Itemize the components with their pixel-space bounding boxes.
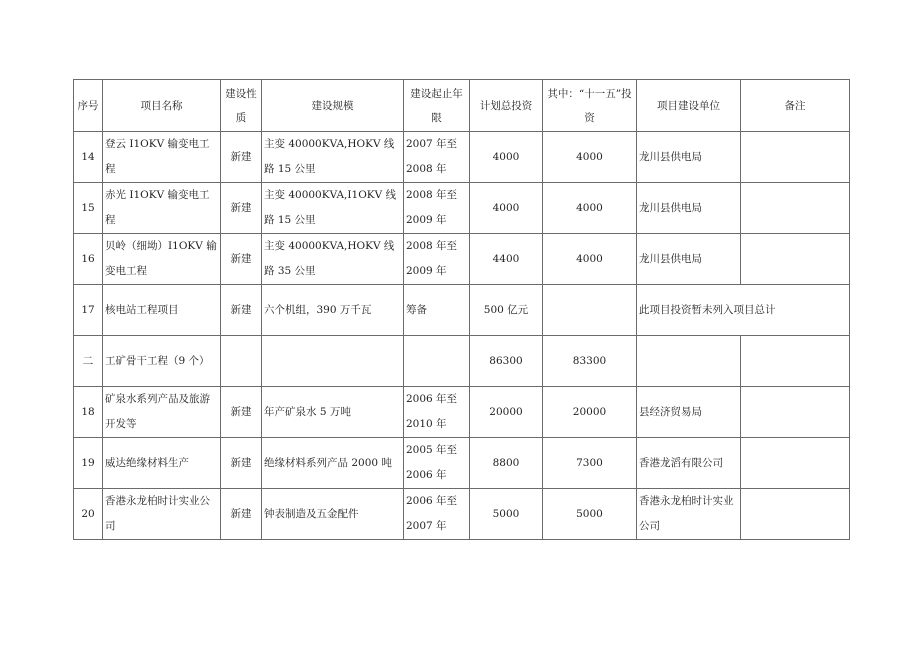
cell-scale: 主变 40000KVA,I1OKV 线路 15 公里: [262, 183, 404, 234]
header-seq: 序号: [74, 80, 103, 132]
table-row: [74, 132, 850, 183]
cell-fyp: 5000: [543, 489, 637, 540]
cell-plan: 86300: [470, 336, 543, 387]
cell-note: [741, 234, 850, 285]
cell-name: 赤光 I1OKV 输变电工程: [103, 183, 221, 234]
cell-note: [741, 132, 850, 183]
cell-fyp: 4000: [543, 183, 637, 234]
cell-period: 2008 年至 2009 年: [404, 183, 470, 234]
cell-nature: 新建: [221, 387, 262, 438]
cell-nature: 新建: [221, 234, 262, 285]
cell-fyp: [543, 285, 637, 336]
cell-fyp: 20000: [543, 387, 637, 438]
cell-plan: 4400: [470, 234, 543, 285]
cell-unit: 龙川县供电局: [637, 132, 741, 183]
cell-nature: 新建: [221, 489, 262, 540]
table-row: [74, 285, 850, 336]
cell-scale: 主变 40000KVA,HOKV 线路 15 公里: [262, 132, 404, 183]
cell-period: 2008 年至 2009 年: [404, 234, 470, 285]
cell-plan: 4000: [470, 132, 543, 183]
header-name: 项目名称: [103, 80, 221, 132]
header-period: 建设起止年限: [404, 80, 470, 132]
cell-plan: 5000: [470, 489, 543, 540]
cell-seq: 14: [74, 132, 103, 183]
table-row: [74, 234, 850, 285]
cell-seq: 17: [74, 285, 103, 336]
cell-unit: 香港龙滔有限公司: [637, 438, 741, 489]
cell-period: 2006 年至 2007 年: [404, 489, 470, 540]
header-unit: 项目建设单位: [637, 80, 741, 132]
cell-scale: 主变 40000KVA,HOKV 线路 35 公里: [262, 234, 404, 285]
cell-scale: 钟表制造及五金配件: [262, 489, 404, 540]
cell-name: 登云 I1OKV 输变电工程: [103, 132, 221, 183]
cell-note: [741, 183, 850, 234]
cell-note: [741, 336, 850, 387]
cell-fyp: 7300: [543, 438, 637, 489]
cell-period: 2005 年至 2006 年: [404, 438, 470, 489]
cell-note: [741, 489, 850, 540]
header-scale: 建设规模: [262, 80, 404, 132]
cell-name: 贝岭（细坳）I1OKV 输变电工程: [103, 234, 221, 285]
cell-period: [404, 336, 470, 387]
cell-plan: 500 亿元: [470, 285, 543, 336]
header-note: 备注: [741, 80, 850, 132]
cell-nature: 新建: [221, 285, 262, 336]
cell-seq: 19: [74, 438, 103, 489]
cell-nature: 新建: [221, 438, 262, 489]
cell-name: 香港永龙柏时计实业公司: [103, 489, 221, 540]
cell-name: 核电站工程项目: [103, 285, 221, 336]
cell-period: 筹备: [404, 285, 470, 336]
cell-seq: 20: [74, 489, 103, 540]
table-row: [74, 438, 850, 489]
cell-unit: 龙川县供电局: [637, 183, 741, 234]
header-row: [74, 80, 850, 132]
cell-seq: 15: [74, 183, 103, 234]
cell-fyp: 4000: [543, 234, 637, 285]
cell-unit: 县经济贸易局: [637, 387, 741, 438]
cell-scale: 绝缘材料系列产品 2000 吨: [262, 438, 404, 489]
cell-fyp: 4000: [543, 132, 637, 183]
cell-plan: 8800: [470, 438, 543, 489]
table-row: [74, 387, 850, 438]
header-plan: 计划总投资: [470, 80, 543, 132]
cell-period: 2006 年至 2010 年: [404, 387, 470, 438]
cell-note: [741, 387, 850, 438]
cell-note: [741, 438, 850, 489]
header-nature: 建设性质: [221, 80, 262, 132]
header-fyp: 其中：“十一五”投资: [543, 80, 637, 132]
table-row: [74, 183, 850, 234]
cell-scale: 年产矿泉水 5 万吨: [262, 387, 404, 438]
cell-name: 工矿骨干工程（9 个）: [103, 336, 221, 387]
cell-period: 2007 年至 2008 年: [404, 132, 470, 183]
cell-scale: 六个机组，390 万千瓦: [262, 285, 404, 336]
cell-seq: 16: [74, 234, 103, 285]
cell-scale: [262, 336, 404, 387]
cell-nature: [221, 336, 262, 387]
cell-fyp: 83300: [543, 336, 637, 387]
table-row: [74, 336, 850, 387]
project-table: [73, 79, 850, 540]
cell-plan: 4000: [470, 183, 543, 234]
cell-seq: 18: [74, 387, 103, 438]
cell-seq: 二: [74, 336, 103, 387]
cell-unit: [637, 336, 741, 387]
cell-unit: 龙川县供电局: [637, 234, 741, 285]
table-row: [74, 489, 850, 540]
cell-unit: 香港永龙柏时计实业公司: [637, 489, 741, 540]
cell-nature: 新建: [221, 183, 262, 234]
cell-unit: 此项目投资暂未列入项目总计: [637, 285, 850, 336]
cell-plan: 20000: [470, 387, 543, 438]
cell-name: 矿泉水系列产品及旅游开发等: [103, 387, 221, 438]
cell-name: 威达绝缘材料生产: [103, 438, 221, 489]
cell-nature: 新建: [221, 132, 262, 183]
